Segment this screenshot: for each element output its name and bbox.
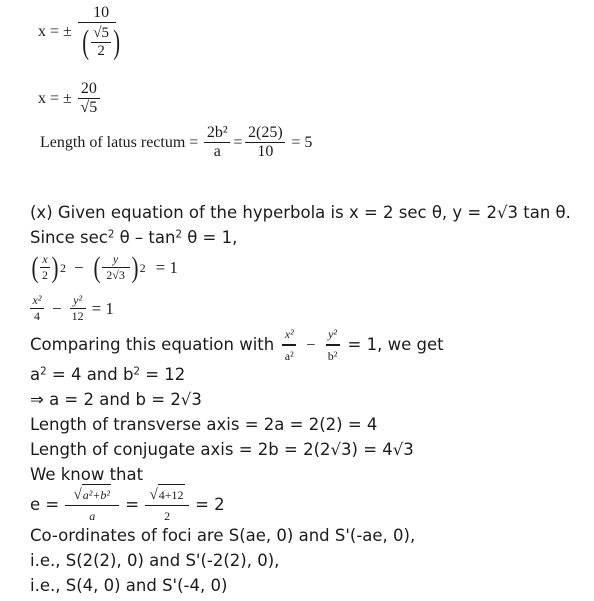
implies-line: ⇒ a = 2 and b = 2√3: [30, 390, 202, 409]
equation-x-2: [38, 80, 100, 117]
compare-n2: y²: [328, 327, 338, 342]
line2-b: θ – tan: [114, 228, 176, 247]
foci-line-2: i.e., S(2(2), 0) and S'(-2(2), 0),: [30, 551, 280, 570]
ab-values-line: [30, 365, 185, 385]
e-eq: =: [125, 495, 140, 514]
latus-frac1-den: a: [213, 143, 221, 161]
foci-line-3: i.e., S(4, 0) and S'(-4, 0): [30, 576, 228, 595]
latus-frac1: [204, 124, 230, 161]
eq1-inner-num: √5: [93, 25, 109, 42]
conjugate-axis-line: Length of conjugate axis = 2b = 2(2√3) = 4√3: [30, 440, 414, 459]
compare-d1: a²: [284, 348, 294, 363]
e-d2: 2: [164, 509, 171, 524]
eq4-rhs: = 1: [91, 298, 114, 318]
eq2-fraction: [78, 80, 100, 117]
eccentricity-line: [30, 486, 225, 524]
line2-sup2: 2: [175, 229, 182, 241]
eq1-lhs: x = ±: [38, 23, 72, 41]
eq3-n2: y: [112, 252, 119, 266]
eq4-d1: 4: [34, 309, 40, 324]
eq4-n2: y²: [73, 293, 83, 307]
latus-label: Length of latus rectum =: [40, 133, 199, 151]
equation-squares: ( $\frac{x}{2}$ ) 2 − ( $\frac{y}{2√3}$ ) 2 = 1: [31, 250, 178, 284]
eq3-minus: −: [74, 257, 84, 277]
latus-frac2-num: 2(25): [248, 124, 283, 141]
eq1-den: ( $\frac{√5}{2}$ ): [82, 23, 121, 61]
transverse-axis-line: Length of transverse axis = 2a = 2(2) = 4: [30, 415, 378, 434]
latus-frac1-num: 2b²: [206, 124, 228, 141]
ab-sup1: 2: [40, 366, 47, 378]
e-frac1-num: √ a²+b²: [71, 484, 113, 505]
e-lhs: e =: [30, 495, 60, 514]
foci-line-1: Co-ordinates of foci are S(ae, 0) and S'(-ae, 0),: [30, 526, 416, 545]
eq4-d2: 12: [71, 309, 84, 324]
eq3-rhs: = 1: [155, 257, 178, 277]
ab-b: = 4 and b: [46, 365, 134, 384]
line2-sup1: 2: [107, 229, 115, 241]
compare-b: = 1, we get: [347, 335, 444, 354]
line2-c: θ = 1,: [181, 228, 238, 247]
part-x-line1: (x) Given equation of the hyperbola is x = 2 sec θ, y = 2√3 tan θ.: [30, 203, 571, 222]
e-rhs: = 2: [195, 495, 225, 514]
ab-sup2: 2: [133, 366, 140, 378]
eq1-fraction: [78, 4, 125, 60]
e-n2: 4+12: [158, 484, 185, 505]
comparing-line: [30, 327, 444, 363]
e-frac2-num: √ 4+12: [148, 484, 187, 505]
eq4-n1: x²: [32, 293, 42, 307]
eq3-d2: 2√3: [106, 268, 125, 283]
eq2-num: 20: [80, 80, 97, 97]
latus-result: = 5: [291, 133, 313, 151]
e-n1: a²+b²: [82, 484, 111, 505]
latus-frac2: [245, 124, 285, 161]
ab-c: = 12: [139, 365, 186, 384]
compare-n1: x²: [284, 327, 294, 342]
eq3-n1: x: [42, 252, 48, 266]
ab-a: a: [30, 365, 41, 384]
eq3-d1: 2: [42, 268, 48, 283]
latus-rectum-line: [40, 124, 312, 161]
we-know-line: We know that: [30, 465, 144, 484]
latus-eq: =: [233, 133, 243, 151]
equation-x-1: [38, 4, 124, 60]
eq2-lhs: x = ±: [38, 89, 72, 107]
e-d1: a: [89, 509, 96, 524]
eq2-den: √5: [80, 99, 98, 117]
eq1-num: 10: [93, 4, 110, 21]
compare-a: Comparing this equation with: [30, 335, 275, 354]
compare-d2: b²: [327, 348, 338, 363]
latus-frac2-den: 10: [257, 143, 274, 161]
equation-standard: [30, 293, 114, 324]
eq4-minus: −: [52, 298, 62, 318]
line2-a: Since sec: [30, 228, 108, 247]
part-x-line2: [30, 228, 237, 248]
eq1-inner-den: 2: [97, 43, 105, 60]
compare-minus: −: [306, 335, 316, 354]
